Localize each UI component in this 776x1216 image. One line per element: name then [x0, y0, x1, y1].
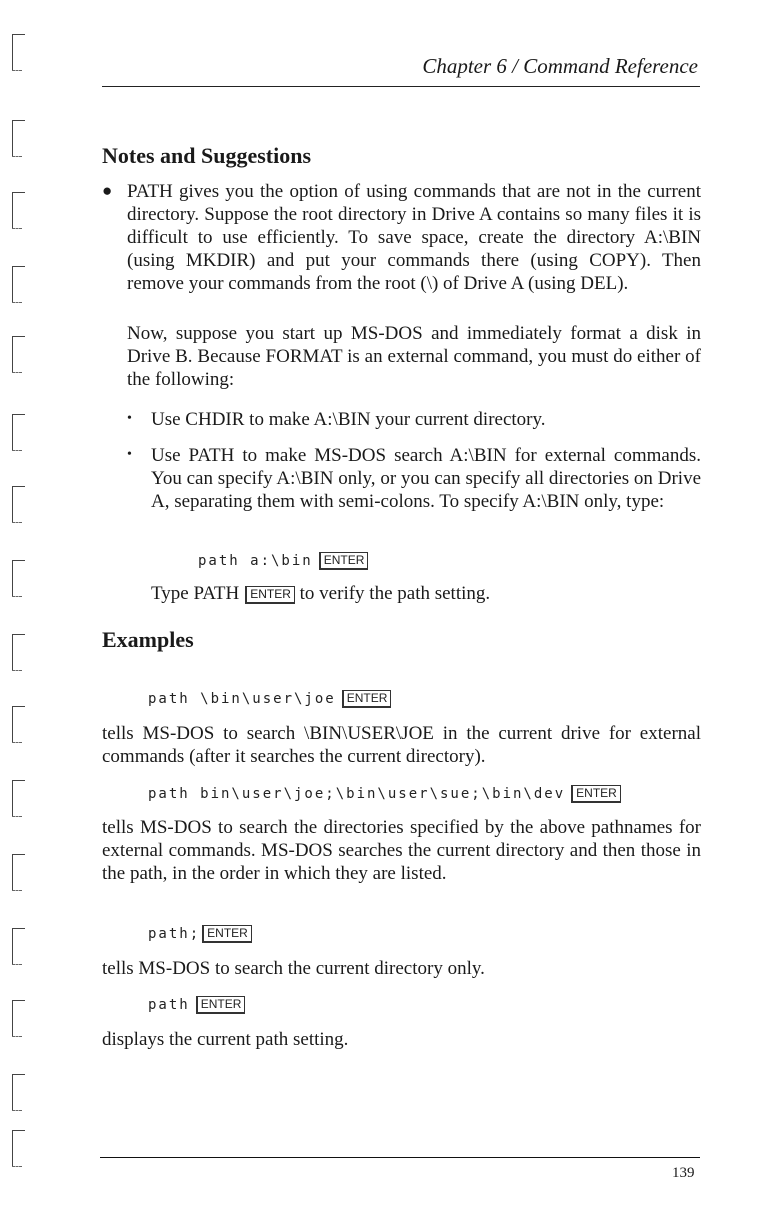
- notes-paragraph-1: PATH gives you the option of using commands that are not in the current directory. Suppose the root directory in Drive A contains so many files it is difficult to use efficiently. To save space, create the directory A:\BIN (using MKDIR) and put your commands there (using COPY). Then remove your commands from the root (\) of Drive A (using DEL).: [127, 181, 701, 294]
- binding-mark: [12, 1130, 25, 1167]
- binding-mark: [12, 486, 25, 523]
- binding-mark: [12, 336, 25, 373]
- code-text: path bin\user\joe;\bin\user\sue;\bin\dev: [148, 786, 566, 802]
- example-4-code: [148, 996, 245, 1014]
- example-2-description: tells MS-DOS to search the directories specified by the above pathnames for external commands. MS-DOS searches the current directory and then those in the path, in the order in which they are listed.: [102, 817, 701, 884]
- binding-mark: [12, 706, 25, 743]
- example-1-description: tells MS-DOS to search \BIN\USER\JOE in the current drive for external commands (after it searches the current directory).: [102, 723, 701, 767]
- example-1-code: [148, 690, 391, 708]
- binding-mark: [12, 192, 25, 229]
- verify-before: Type PATH: [151, 583, 240, 604]
- sub-bullet-icon: •: [127, 447, 132, 462]
- code-path-a-bin: [198, 552, 368, 570]
- option-chdir: Use CHDIR to make A:\BIN your current directory.: [151, 409, 546, 430]
- sub-bullet-icon: •: [127, 411, 132, 426]
- code-text: path \bin\user\joe: [148, 691, 336, 707]
- binding-mark: [12, 928, 25, 965]
- enter-key-icon: ENTER: [319, 552, 369, 570]
- verify-instruction: [151, 582, 701, 605]
- binding-mark: [12, 780, 25, 817]
- code-text: path: [148, 997, 190, 1013]
- enter-key-icon: ENTER: [196, 996, 246, 1014]
- binding-mark: [12, 854, 25, 891]
- enter-key-icon: ENTER: [571, 785, 621, 803]
- verify-after: to verify the path setting.: [299, 583, 491, 604]
- binding-mark: [12, 1074, 25, 1111]
- running-header: Chapter 6 / Command Reference: [422, 54, 698, 78]
- code-text: path;: [148, 926, 201, 942]
- example-3-description: tells MS-DOS to search the current directory only.: [102, 958, 485, 979]
- example-2-code: [148, 785, 621, 803]
- enter-key-icon: ENTER: [342, 690, 392, 708]
- notes-paragraph-2: Now, suppose you start up MS-DOS and immediately format a disk in Drive B. Because FORMAT is an external command, you must do either of the following:: [127, 323, 701, 390]
- enter-key-icon: ENTER: [245, 586, 295, 604]
- examples-heading: Examples: [102, 627, 194, 652]
- notes-heading: Notes and Suggestions: [102, 143, 312, 168]
- binding-margin-marks: [8, 30, 38, 1170]
- binding-mark: [12, 34, 25, 71]
- binding-mark: [12, 634, 25, 671]
- binding-mark: [12, 1000, 25, 1037]
- binding-mark: [12, 120, 25, 157]
- page-number: 139: [672, 1165, 695, 1181]
- binding-mark: [12, 266, 25, 303]
- footer-rule: [100, 1157, 700, 1158]
- header-rule: [102, 86, 700, 87]
- example-4-description: displays the current path setting.: [102, 1029, 349, 1050]
- example-3-code: [148, 925, 252, 943]
- binding-mark: [12, 560, 25, 597]
- bullet-icon: ●: [102, 181, 113, 200]
- enter-key-icon: ENTER: [202, 925, 252, 943]
- option-path: Use PATH to make MS-DOS search A:\BIN for external commands. You can specify A:\BIN only, or you can specify all directories on Drive A, separating them with semi-colons. To specify A:\BIN only, type:: [151, 445, 701, 512]
- code-text: path a:\bin: [198, 553, 313, 569]
- binding-mark: [12, 414, 25, 451]
